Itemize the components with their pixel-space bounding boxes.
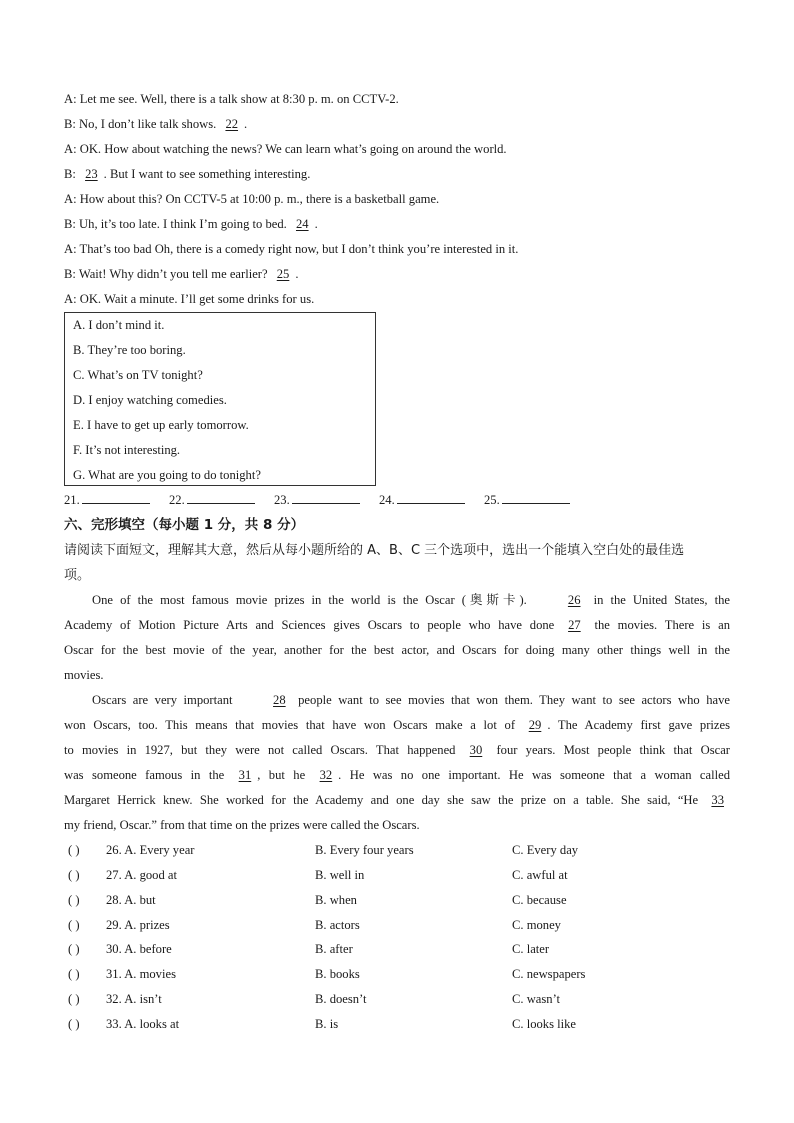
option-a: 27. A. good at	[106, 868, 178, 882]
blank-29: 29	[528, 718, 542, 732]
answer-label: 21.	[64, 493, 80, 507]
line-text: B: Wait! Why didn’t you tell me earlier?	[64, 267, 271, 281]
blank-25: 25	[276, 267, 290, 281]
option-b: B. books	[315, 967, 360, 981]
passage-line: movies.	[64, 668, 104, 682]
answer-23[interactable]	[274, 488, 360, 513]
dialogue-line	[64, 287, 734, 312]
line-text: One of the most famous movie prizes in the world is the Oscar (奥斯卡).	[92, 593, 534, 607]
question-row	[64, 888, 734, 913]
answer-24[interactable]	[379, 488, 465, 513]
line-text: in the United States, the	[586, 593, 730, 607]
dialogue-line	[64, 162, 734, 187]
answer-paren[interactable]: ( )	[68, 942, 80, 956]
option-a: 28. A. but	[106, 893, 156, 907]
line-text: , but he	[257, 768, 314, 782]
question-row	[64, 838, 734, 863]
blank-26: 26	[567, 593, 581, 607]
line-text: was someone famous in the	[64, 768, 233, 782]
line-text: won Oscars, too. This means that movies that have won Oscars make a lot of	[64, 718, 523, 732]
options-box	[64, 312, 376, 486]
answer-label: 24.	[379, 493, 395, 507]
blank-22: 22	[225, 117, 239, 131]
answer-line	[187, 489, 255, 504]
option-a: 33. A. looks at	[106, 1017, 180, 1031]
option-a: 26. A. Every year	[106, 843, 195, 857]
answer-paren[interactable]: ( )	[68, 1017, 80, 1031]
answer-label: 25.	[484, 493, 500, 507]
answer-line	[397, 489, 465, 504]
answer-line	[502, 489, 570, 504]
option-b: B. They’re too boring.	[73, 343, 186, 357]
blank-23: 23	[85, 167, 98, 181]
answer-paren[interactable]: ( )	[68, 843, 80, 857]
blank-24: 24	[295, 217, 309, 231]
line-text: A: That’s too bad Oh, there is a comedy right now, but I don’t think you’re interested in it.	[64, 242, 519, 256]
line-text: B: No, I don’t like talk shows.	[64, 117, 220, 131]
answer-paren[interactable]: ( )	[68, 967, 80, 981]
line-text: . But I want to see something interesting.	[103, 167, 311, 181]
line-text: A: How about this? On CCTV-5 at 10:00 p. m., there is a basketball game.	[64, 192, 440, 206]
line-text: four years. Most people think that Oscar	[488, 743, 730, 757]
option-c: C. awful at	[512, 868, 568, 882]
option-b: B. well in	[315, 868, 365, 882]
dialogue-line	[64, 137, 734, 162]
option-e: E. I have to get up early tomorrow.	[73, 418, 249, 432]
option-a: 32. A. isn’t	[106, 992, 162, 1006]
answer-line	[292, 489, 360, 504]
option-b: B. when	[315, 893, 357, 907]
blank-27: 27	[568, 618, 581, 632]
option-b: B. is	[315, 1017, 339, 1031]
line-text: A: Let me see. Well, there is a talk show at 8:30 p. m. on CCTV-2.	[64, 92, 399, 106]
option-a: A. I don’t mind it.	[73, 318, 165, 332]
option-b: B. Every four years	[315, 843, 414, 857]
line-text: to movies in 1927, but they were not called Oscars. That happened	[64, 743, 464, 757]
passage-line	[64, 613, 730, 638]
option-g: G. What are you going to do tonight?	[73, 468, 261, 482]
answer-paren[interactable]: ( )	[68, 868, 80, 882]
line-text: .	[314, 217, 318, 231]
passage-line: my friend, Oscar.” from that time on the prizes were called the Oscars.	[64, 818, 420, 832]
answer-paren[interactable]: ( )	[68, 992, 80, 1006]
line-text: people want to see movies that won them. They want to see actors who have	[291, 693, 730, 707]
blank-28: 28	[273, 693, 286, 707]
line-text: Academy of Motion Picture Arts and Sciences gives Oscars to people who have done	[64, 618, 563, 632]
option-c: C. later	[512, 942, 550, 956]
answer-label: 22.	[169, 493, 185, 507]
blank-32: 32	[319, 768, 333, 782]
option-c: C. because	[512, 893, 567, 907]
question-row	[64, 962, 734, 987]
option-a: 30. A. before	[106, 942, 172, 956]
answer-22[interactable]	[169, 488, 255, 513]
dialogue-line	[64, 187, 734, 212]
blank-31: 31	[238, 768, 252, 782]
dialogue-line	[64, 112, 734, 137]
answer-label: 23.	[274, 493, 290, 507]
line-text: the movies. There is an	[586, 618, 730, 632]
option-c: C. looks like	[512, 1017, 577, 1031]
option-d: D. I enjoy watching comedies.	[73, 393, 227, 407]
question-row	[64, 1012, 734, 1037]
option-c: C. newspapers	[512, 967, 586, 981]
answer-row	[64, 488, 734, 513]
passage-line: Oscar for the best movie of the year, another for the best actor, and Oscars for doing many other things well in the	[64, 643, 730, 657]
answer-line	[82, 489, 150, 504]
option-b: B. doesn’t	[315, 992, 367, 1006]
option-a: 31. A. movies	[106, 967, 176, 981]
option-f: F. It’s not interesting.	[73, 443, 181, 457]
line-text: Margaret Herrick knew. She worked for the Academy and one day she saw the prize on a table. She said, “He	[64, 793, 706, 807]
instruction-text: 项。	[64, 568, 91, 583]
question-row	[64, 863, 734, 888]
answer-21[interactable]	[64, 488, 150, 513]
blank-33: 33	[711, 793, 724, 807]
option-a: 29. A. prizes	[106, 918, 170, 932]
line-text: .	[295, 267, 299, 281]
line-text: B:	[64, 167, 80, 181]
line-text: . The Academy first gave prizes	[547, 718, 731, 732]
passage-line	[64, 688, 730, 713]
dialogue-line	[64, 262, 734, 287]
option-c: C. Every day	[512, 843, 579, 857]
dialogue-line	[64, 212, 734, 237]
answer-25[interactable]	[484, 488, 570, 513]
answer-paren[interactable]: ( )	[68, 893, 80, 907]
section-heading: 六、完形填空（每小题 1 分，共 8 分）	[64, 517, 305, 533]
option-c: C. wasn’t	[512, 992, 561, 1006]
passage-line	[64, 763, 730, 788]
line-text: A: OK. Wait a minute. I’ll get some drinks for us.	[64, 292, 315, 306]
line-text: .	[244, 117, 248, 131]
option-b: B. actors	[315, 918, 360, 932]
dialogue-line	[64, 237, 734, 262]
instruction-text: 请阅读下面短文，理解其大意，然后从每小题所给的 A、B、C 三个选项中，选出一个能填入空白处的最佳选	[64, 543, 685, 558]
question-row	[64, 987, 734, 1012]
passage-line	[64, 738, 730, 763]
passage-line	[64, 713, 730, 738]
blank-30: 30	[469, 743, 483, 757]
option-c: C. money	[512, 918, 561, 932]
option-b: B. after	[315, 942, 353, 956]
question-row	[64, 913, 734, 938]
line-text: B: Uh, it’s too late. I think I’m going to bed.	[64, 217, 290, 231]
line-text: Oscars are very important	[92, 693, 240, 707]
passage-line	[64, 588, 730, 613]
option-c: C. What’s on TV tonight?	[73, 368, 203, 382]
question-row	[64, 937, 734, 962]
line-text: A: OK. How about watching the news? We can learn what’s going on around the world.	[64, 142, 507, 156]
dialogue-line	[64, 87, 734, 112]
answer-paren[interactable]: ( )	[68, 918, 80, 932]
passage-line	[64, 788, 730, 813]
line-text: . He was no one important. He was someone that a woman called	[338, 768, 730, 782]
